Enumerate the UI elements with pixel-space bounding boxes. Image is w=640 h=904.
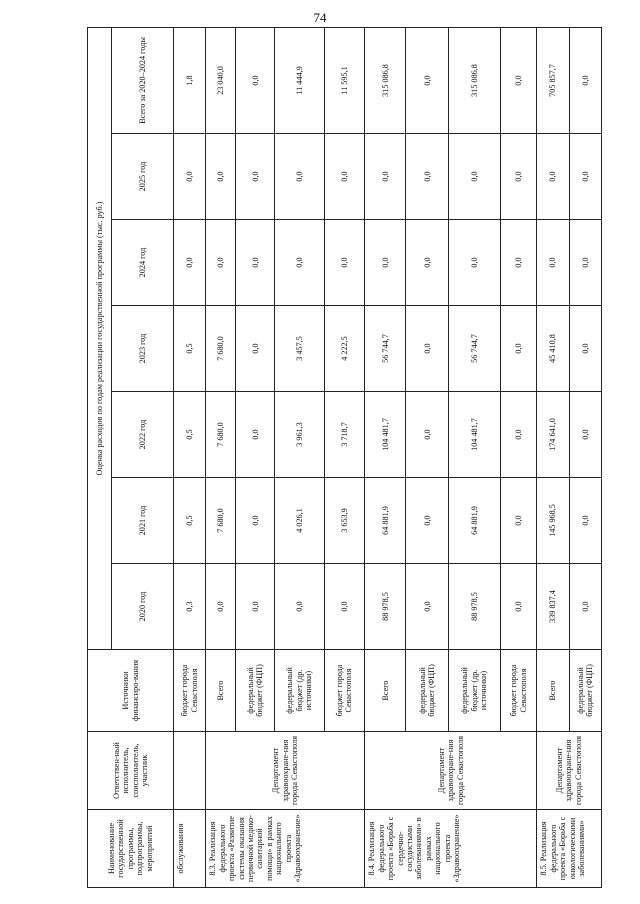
cell-value: 3 961,3 bbox=[275, 392, 324, 478]
cell-value: 0,0 bbox=[406, 478, 449, 564]
cell-value: 0,0 bbox=[537, 134, 569, 220]
row-executor: Департамент здравоохране-ния города Севастополя bbox=[537, 732, 602, 810]
cell-value: 0,0 bbox=[365, 134, 406, 220]
cell-value: 0,0 bbox=[275, 220, 324, 306]
cell-value: 705 857,7 bbox=[537, 27, 569, 133]
row-executor bbox=[174, 732, 206, 810]
cell-value: 0,0 bbox=[324, 220, 365, 306]
header-name: Наименование государственной программы, подпрограммы, мероприятий bbox=[88, 810, 174, 888]
row-source: федеральный бюджет (ФЦП) bbox=[236, 650, 275, 732]
table-row bbox=[206, 27, 236, 887]
row-source: федеральный бюджет (др. источники) bbox=[275, 650, 324, 732]
cell-value: 0,0 bbox=[174, 220, 206, 306]
cell-value: 0,0 bbox=[406, 27, 449, 133]
table-row bbox=[365, 27, 406, 887]
cell-value: 0,0 bbox=[406, 306, 449, 392]
header-year: 2021 год bbox=[111, 478, 173, 564]
header-source: Источники финансиро-вания bbox=[88, 650, 174, 732]
cell-value: 315 086,8 bbox=[365, 27, 406, 133]
budget-table bbox=[87, 27, 602, 888]
cell-value: 0,5 bbox=[174, 392, 206, 478]
cell-value: 0,0 bbox=[500, 564, 537, 650]
cell-value: 0,0 bbox=[365, 220, 406, 306]
row-executor: Департамент здравоохране-ния города Севастополя bbox=[365, 732, 537, 810]
cell-value: 7 680,0 bbox=[206, 392, 236, 478]
cell-value: 0,0 bbox=[324, 564, 365, 650]
row-source: Всего bbox=[206, 650, 236, 732]
row-name: 8.5. Реализация федерального проекта «Борьба с онкологическими заболеваниями» bbox=[537, 810, 602, 888]
cell-value: 64 881,9 bbox=[365, 478, 406, 564]
header-year: 2023 год bbox=[111, 306, 173, 392]
cell-value: 0,0 bbox=[449, 220, 501, 306]
cell-value: 88 978,5 bbox=[449, 564, 501, 650]
cell-value: 4 026,1 bbox=[275, 478, 324, 564]
cell-value: 0,0 bbox=[569, 220, 601, 306]
row-executor: Департамент здравоохране-ния города Севастополя bbox=[206, 732, 365, 810]
page-number: 74 bbox=[313, 10, 327, 25]
cell-value: 174 641,0 bbox=[537, 392, 569, 478]
row-source: федеральный бюджет (ФЦП) bbox=[569, 650, 601, 732]
cell-value: 0,0 bbox=[275, 134, 324, 220]
row-name: обслуживания bbox=[174, 810, 206, 888]
header-row-1 bbox=[88, 27, 112, 887]
cell-value: 0,0 bbox=[236, 27, 275, 133]
cell-value: 11 444,9 bbox=[275, 27, 324, 133]
row-source: федеральный бюджет (др. источники) bbox=[449, 650, 501, 732]
cell-value: 104 481,7 bbox=[365, 392, 406, 478]
cell-value: 7 680,0 bbox=[206, 306, 236, 392]
header-year: 2024 год bbox=[111, 220, 173, 306]
row-source: бюджет города Севастополя bbox=[174, 650, 206, 732]
cell-value: 0,0 bbox=[500, 392, 537, 478]
row-source: бюджет города Севастополя bbox=[500, 650, 537, 732]
cell-value: 0,0 bbox=[406, 564, 449, 650]
cell-value: 0,0 bbox=[206, 220, 236, 306]
cell-value: 4 222,5 bbox=[324, 306, 365, 392]
cell-value: 0,0 bbox=[206, 134, 236, 220]
cell-value: 315 086,8 bbox=[449, 27, 501, 133]
header-total: Всего за 2020–2024 годы bbox=[111, 27, 173, 133]
cell-value: 0,0 bbox=[236, 392, 275, 478]
cell-value: 0,0 bbox=[236, 220, 275, 306]
cell-value: 7 680,0 bbox=[206, 478, 236, 564]
cell-value: 0,0 bbox=[569, 392, 601, 478]
cell-value: 0,5 bbox=[174, 478, 206, 564]
cell-value: 0,0 bbox=[500, 220, 537, 306]
cell-value: 56 744,7 bbox=[365, 306, 406, 392]
cell-value: 0,0 bbox=[206, 564, 236, 650]
cell-value: 0,0 bbox=[236, 306, 275, 392]
cell-value: 64 881,9 bbox=[449, 478, 501, 564]
cell-value: 339 837,4 bbox=[537, 564, 569, 650]
cell-value: 0,0 bbox=[406, 392, 449, 478]
cell-value: 0,0 bbox=[537, 220, 569, 306]
cell-value: 3 457,5 bbox=[275, 306, 324, 392]
cell-value: 0,0 bbox=[236, 134, 275, 220]
cell-value: 0,5 bbox=[174, 306, 206, 392]
cell-value: 0,0 bbox=[324, 134, 365, 220]
cell-value: 0,0 bbox=[569, 478, 601, 564]
cell-value: 11 595,1 bbox=[324, 27, 365, 133]
header-year: 2025 год bbox=[111, 134, 173, 220]
cell-value: 3 718,7 bbox=[324, 392, 365, 478]
table-row bbox=[174, 27, 206, 887]
cell-value: 0,0 bbox=[275, 564, 324, 650]
table-row bbox=[537, 27, 569, 887]
cell-value: 1,8 bbox=[174, 27, 206, 133]
cell-value: 0,0 bbox=[406, 220, 449, 306]
cell-value: 0,3 bbox=[174, 564, 206, 650]
cell-value: 0,0 bbox=[569, 134, 601, 220]
cell-value: 0,0 bbox=[500, 27, 537, 133]
cell-value: 0,0 bbox=[236, 564, 275, 650]
cell-value: 23 040,0 bbox=[206, 27, 236, 133]
cell-value: 0,0 bbox=[569, 306, 601, 392]
cell-value: 56 744,7 bbox=[449, 306, 501, 392]
row-source: Всего bbox=[365, 650, 406, 732]
cell-value: 0,0 bbox=[174, 134, 206, 220]
cell-value: 88 978,5 bbox=[365, 564, 406, 650]
row-source: Всего bbox=[537, 650, 569, 732]
cell-value: 104 481,7 bbox=[449, 392, 501, 478]
row-name: 8.4. Реализация федерального проекта «Борьба с сердечно-сосудистыми заболеваниями» в рамках национального проекта «Здравоохранение» bbox=[365, 810, 537, 888]
cell-value: 3 653,9 bbox=[324, 478, 365, 564]
cell-value: 45 410,8 bbox=[537, 306, 569, 392]
cell-value: 0,0 bbox=[236, 478, 275, 564]
header-estimate: Оценка расходов по годам реализации государственной программы (тыс. руб.) bbox=[88, 27, 112, 649]
header-executor: Ответствен-ный исполнитель, соисполнитель, участник bbox=[88, 732, 174, 810]
rotated-table-container bbox=[87, 28, 602, 888]
header-year: 2022 год bbox=[111, 392, 173, 478]
cell-value: 0,0 bbox=[449, 134, 501, 220]
cell-value: 145 968,5 bbox=[537, 478, 569, 564]
row-name: 8.3. Реализация федерального проекта «Развитие системы оказания первичной медико-санитарной помощи» в рамках национального проекта «Здравоохранение» bbox=[206, 810, 365, 888]
cell-value: 0,0 bbox=[569, 564, 601, 650]
cell-value: 0,0 bbox=[500, 134, 537, 220]
cell-value: 0,0 bbox=[500, 478, 537, 564]
row-source: бюджет города Севастополя bbox=[324, 650, 365, 732]
cell-value: 0,0 bbox=[406, 134, 449, 220]
row-source: федеральный бюджет (ФЦП) bbox=[406, 650, 449, 732]
cell-value: 0,0 bbox=[569, 27, 601, 133]
cell-value: 0,0 bbox=[500, 306, 537, 392]
header-year: 2020 год bbox=[111, 564, 173, 650]
